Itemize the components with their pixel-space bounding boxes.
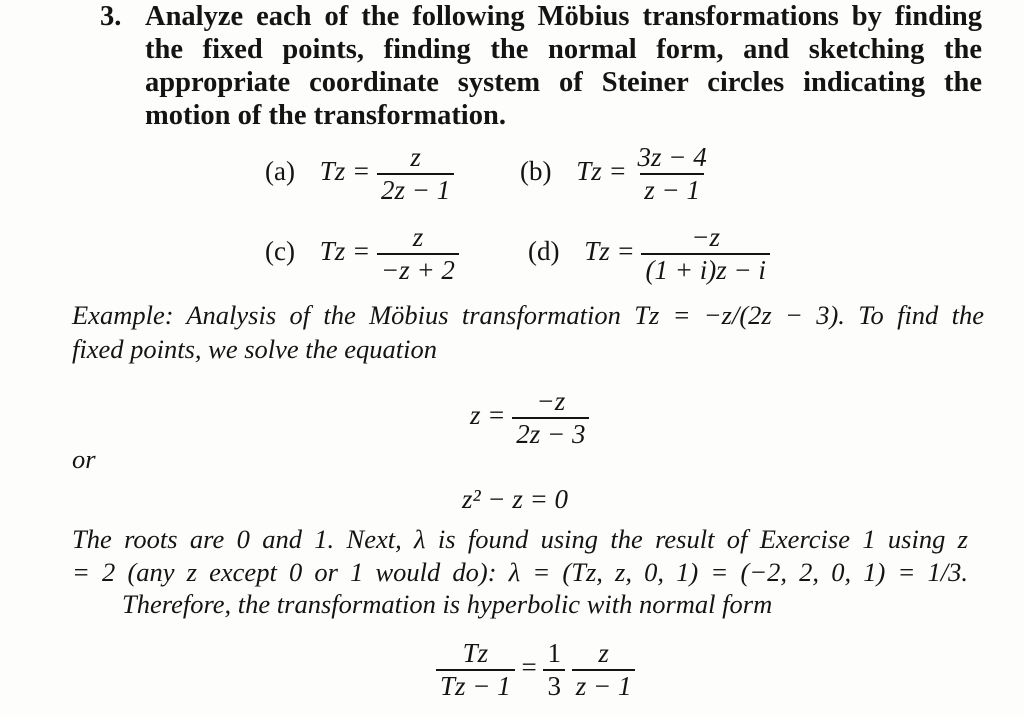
- example-line-1: Example: Analysis of the Möbius transformation Tz = −z/(2z − 3). To find the: [72, 300, 984, 330]
- part-b: [520, 142, 711, 206]
- example-line-2: fixed points, we solve the equation: [72, 334, 438, 364]
- roots-line-2: = 2 (any z except 0 or 1 would do): λ = (Tz, z, 0, 1) = (−2, 2, 0, 1) = 1/3.: [72, 557, 968, 587]
- nf-coefficient-fraction: [543, 638, 565, 702]
- roots-line-1: The roots are 0 and 1. Next, λ is found using the result of Exercise 1 using z: [72, 524, 968, 554]
- problem-number: 3.: [100, 1, 122, 32]
- equation-quadratic: z² − z = 0: [462, 484, 569, 514]
- nf-coefficient-denominator: 3: [543, 669, 565, 702]
- part-a-label: (a): [265, 156, 295, 187]
- part-b-lhs: Tz =: [576, 156, 627, 187]
- normal-form-equation: [436, 638, 635, 702]
- nf-right-numerator: z: [598, 638, 609, 668]
- nf-right-denominator: z − 1: [572, 669, 636, 702]
- part-d-denominator: (1 + i)z − i: [641, 253, 769, 286]
- or-text: or: [72, 444, 96, 474]
- eq1-numerator: −z: [536, 386, 566, 416]
- part-b-denominator: z − 1: [640, 173, 704, 206]
- part-a-numerator: z: [410, 142, 421, 172]
- problem-line-4: motion of the transformation.: [145, 100, 506, 131]
- part-c: [265, 222, 459, 286]
- problem-line-1: Analyze each of the following Möbius transformations by finding: [145, 1, 982, 32]
- part-b-label: (b): [520, 156, 552, 187]
- eq1-lhs: z =: [470, 400, 506, 431]
- nf-equals: =: [521, 652, 537, 683]
- part-d-fraction: [641, 222, 769, 286]
- problem-line-3: appropriate coordinate system of Steiner circles indicating the: [145, 67, 982, 98]
- part-c-lhs: Tz =: [319, 236, 371, 267]
- part-a-lhs: Tz =: [319, 156, 371, 187]
- part-d: [528, 222, 770, 286]
- roots-line-3: Therefore, the transformation is hyperbolic with normal form: [122, 589, 773, 619]
- part-d-label: (d): [528, 236, 560, 267]
- part-d-numerator: −z: [691, 222, 721, 252]
- problem-line-2: the fixed points, finding the normal form, and sketching the: [145, 34, 982, 65]
- part-d-lhs: Tz =: [584, 236, 635, 267]
- part-c-label: (c): [265, 236, 295, 267]
- nf-right-fraction: [572, 638, 636, 702]
- part-c-denominator: −z + 2: [377, 253, 459, 286]
- equation-fixed-points: [470, 386, 589, 450]
- part-a: [265, 142, 454, 206]
- eq1-fraction: [512, 386, 589, 450]
- nf-left-numerator: Tz: [462, 638, 489, 668]
- part-a-fraction: [377, 142, 454, 206]
- eq1-denominator: 2z − 3: [512, 417, 589, 450]
- part-c-numerator: z: [412, 222, 424, 252]
- nf-left-denominator: Tz − 1: [436, 669, 515, 702]
- nf-coefficient-numerator: 1: [547, 638, 561, 668]
- part-c-fraction: [377, 222, 459, 286]
- nf-left-fraction: [436, 638, 515, 702]
- part-a-denominator: 2z − 1: [377, 173, 454, 206]
- part-b-fraction: [633, 142, 710, 206]
- part-b-numerator: 3z − 4: [637, 142, 707, 172]
